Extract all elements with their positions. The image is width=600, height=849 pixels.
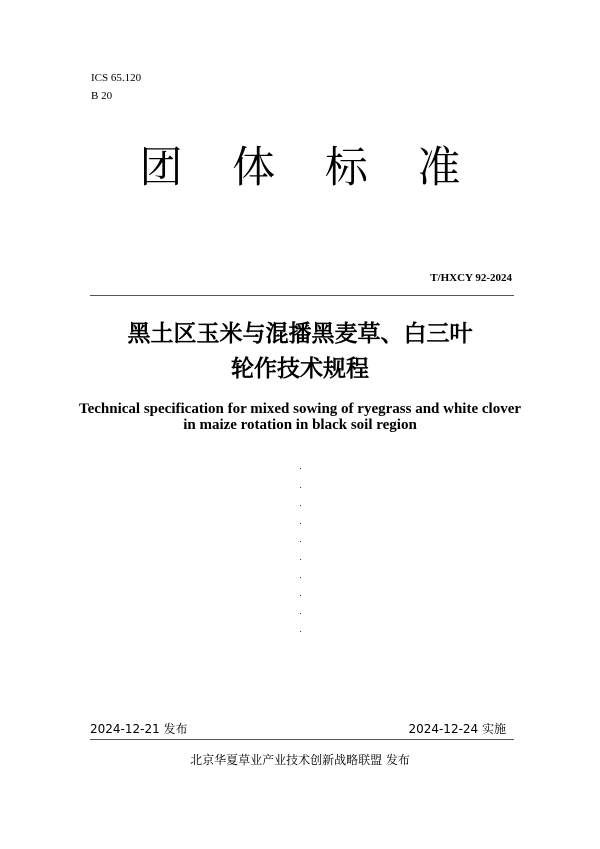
publish-date: 2024-12-21 发布 <box>90 722 188 736</box>
ccs-code: B 20 <box>91 90 113 102</box>
spacer-dot <box>300 505 301 506</box>
spacer-dot <box>300 595 301 596</box>
ics-code: ICS 65.120 <box>91 72 142 84</box>
implement-date: 2024-12-24 实施 <box>408 722 506 736</box>
spacer-dot <box>300 631 301 632</box>
spacer-dot <box>300 559 301 560</box>
bottom-divider <box>90 739 514 740</box>
spacer-dot <box>300 541 301 542</box>
spacer-dot <box>300 468 301 469</box>
publisher-line: 北京华夏草业产业技术创新战略联盟 发布 <box>190 753 410 767</box>
english-title-line-2: in maize rotation in black soil region <box>183 417 417 433</box>
document-type-heading: 团 体 标 准 <box>139 143 479 193</box>
top-divider <box>90 295 514 296</box>
spacer-dot <box>300 577 301 578</box>
spacer-dot <box>300 487 301 488</box>
spacer-dot <box>300 613 301 614</box>
english-title-line-1: Technical specification for mixed sowing of ryegrass and white clover <box>78 401 522 417</box>
standard-number: T/HXCY 92-2024 <box>430 272 512 284</box>
chinese-title-line-1: 黑土区玉米与混播黑麦草、白三叶 <box>127 321 473 347</box>
chinese-title-line-2: 轮作技术规程 <box>231 356 369 382</box>
spacer-dot <box>300 523 301 524</box>
